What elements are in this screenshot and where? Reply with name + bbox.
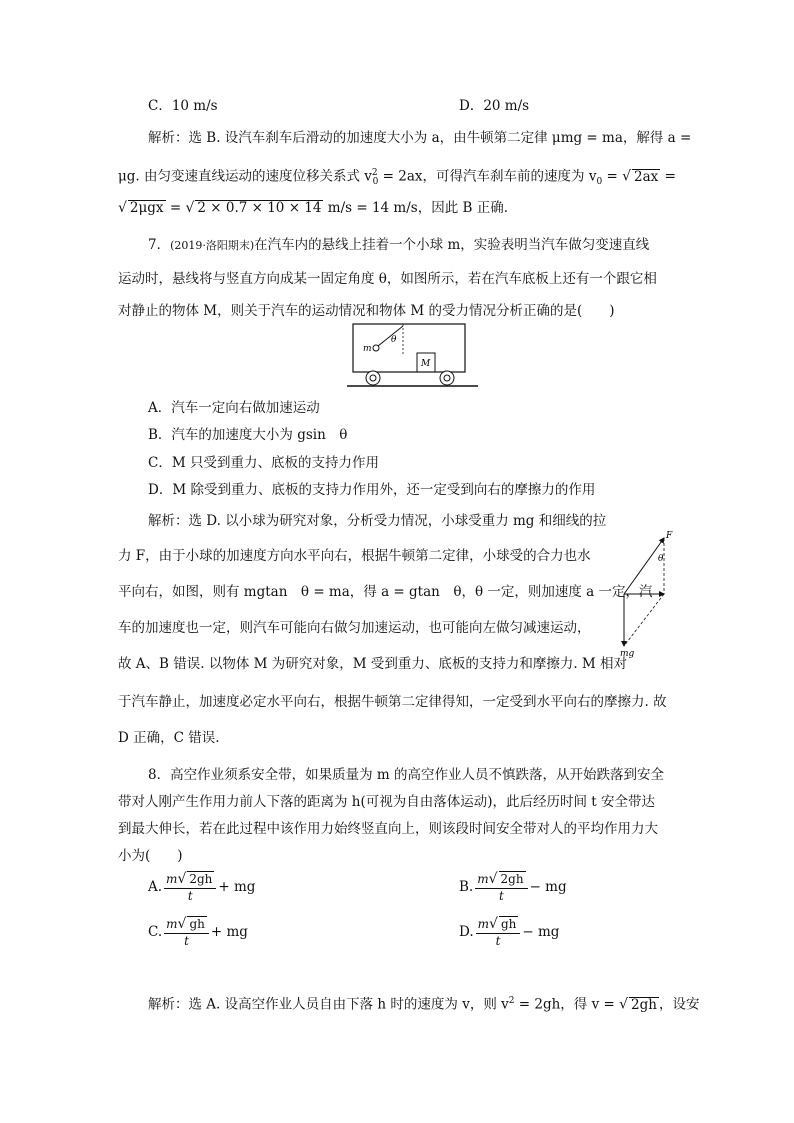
fig-m-label: m bbox=[363, 344, 372, 354]
q7-option-d: D．M 除受到重力、底板的支持力作用外，还一定受到向右的摩擦力的作用 bbox=[148, 482, 596, 498]
q7-solution-line6: 于汽车静止，加速度必定水平向右，根据牛顿第二定律得知，一定受到水平向右的摩擦力. 故 bbox=[118, 694, 667, 710]
q8-option-d: D. $\frac{m√ gh}{t}$ − mg bbox=[459, 916, 560, 948]
q6-option-c: C．10 m/s bbox=[148, 98, 218, 114]
q8-option-c-fraction: $\frac{m√ gh}{t}$ bbox=[164, 916, 209, 949]
q8-stem-line3: 到最大伸长，若在此过程中该作用力始终竖直向上，则该段时间安全带对人的平均作用力大 bbox=[118, 821, 658, 837]
q7-stem-line1: 7．(2019·洛阳期末)在汽车内的悬线上挂着一个小球 m，实验表明当汽车做匀变速直线 bbox=[148, 237, 650, 253]
q7-solution-line7: D 正确，C 错误. bbox=[118, 730, 220, 746]
car-figure bbox=[345, 320, 480, 390]
sqrt-2ax: 2ax bbox=[634, 168, 659, 185]
q7-solution-line2: 力 F，由于小球的加速度方向水平向右，根据牛顿第二定律，小球受的合力也水 bbox=[118, 548, 591, 564]
q8-stem-line4: 小为( ) bbox=[118, 848, 183, 864]
sqrt-2gh: 2gh bbox=[631, 996, 657, 1013]
q7-option-c: C．M 只受到重力、底板的支持力作用 bbox=[148, 455, 379, 471]
q6-option-d: D．20 m/s bbox=[459, 98, 530, 114]
q7-solution-line5: 故 A、B 错误. 以物体 M 为研究对象，M 受到重力、底板的支持力和摩擦力. M 相对 bbox=[118, 656, 628, 672]
q8-stem-line2: 带对人刚产生作用力前人下落的距离为 h(可视为自由落体运动)，此后经历时间 t 安全带达 bbox=[118, 794, 656, 810]
q8-stem-line1: 8．高空作业须系安全带，如果质量为 m 的高空作业人员不慎跌落，从开始跌落到安全 bbox=[148, 767, 664, 783]
q8-option-b: B. $\frac{m√ 2gh}{t}$ − mg bbox=[459, 871, 567, 903]
fig2-theta-label: θ bbox=[658, 554, 664, 564]
sqrt-2ugx: 2μgx bbox=[129, 200, 164, 216]
fig-theta-label: θ bbox=[391, 335, 397, 345]
q8-option-d-fraction: $\frac{m√ gh}{t}$ bbox=[476, 916, 521, 949]
q7-stem-line2: 运动时，悬线将与竖直方向成某一固定角度 θ，如图所示，若在汽车底板上还有一个跟它相 bbox=[118, 271, 657, 287]
q7-option-b: B．汽车的加速度大小为 gsin θ bbox=[148, 427, 348, 443]
q6-solution-line1: 解析：选 B. 设汽车刹车后滑动的加速度大小为 a，由牛顿第二定律 μmg = ma，解得 a = bbox=[148, 130, 692, 146]
fig-M-label: M bbox=[421, 359, 431, 369]
q8-option-c: C. $\frac{m√ gh}{t}$ + mg bbox=[148, 916, 248, 948]
q6-solution-line3: √ 2μgx = √ 2 × 0.7 × 10 × 14 m/s = 14 m/s，因此 B 正确. bbox=[118, 200, 508, 216]
fig2-mg-label: mg bbox=[620, 649, 635, 659]
q7-solution-line4: 车的加速度也一定，则汽车可能向右做匀加速运动，也可能向左做匀减速运动， bbox=[118, 620, 591, 636]
q7-solution-line1: 解析：选 D. 以小球为研究对象，分析受力情况，小球受重力 mg 和细线的拉 bbox=[148, 513, 607, 529]
q7-solution-line3: 平向右，如图，则有 mgtan θ = ma，得 a = gtan θ，θ 一定，则加速度 a 一定，汽 bbox=[118, 584, 653, 600]
q8-option-b-fraction: $\frac{m√ 2gh}{t}$ bbox=[475, 871, 527, 904]
q7-stem-line3: 对静止的物体 M，则关于汽车的运动情况和物体 M 的受力情况分析正确的是( ) bbox=[118, 303, 615, 319]
sqrt-numeric: 2 × 0.7 × 10 × 14 bbox=[197, 200, 322, 216]
q6-solution-line2: μg. 由匀变速直线运动的速度位移关系式 $v^2_0 = 2ax$，可得汽车刹车前的速度为 $v_0$ = √ 2ax = bbox=[118, 168, 676, 188]
q8-option-a: A. $\frac{m√ 2gh}{t}$ + mg bbox=[148, 871, 256, 903]
q8-solution-line1: 解析：选 A. 设高空作业人员自由下落 h 时的速度为 v，则 $v^2 = 2gh$，得 v = √ 2gh ，设安 bbox=[148, 996, 700, 1013]
fig2-F-label: F bbox=[666, 531, 673, 541]
q8-option-a-fraction: $\frac{m√ 2gh}{t}$ bbox=[164, 871, 216, 904]
q7-option-a: A．汽车一定向右做加速运动 bbox=[148, 400, 320, 416]
force-diagram bbox=[616, 528, 676, 660]
